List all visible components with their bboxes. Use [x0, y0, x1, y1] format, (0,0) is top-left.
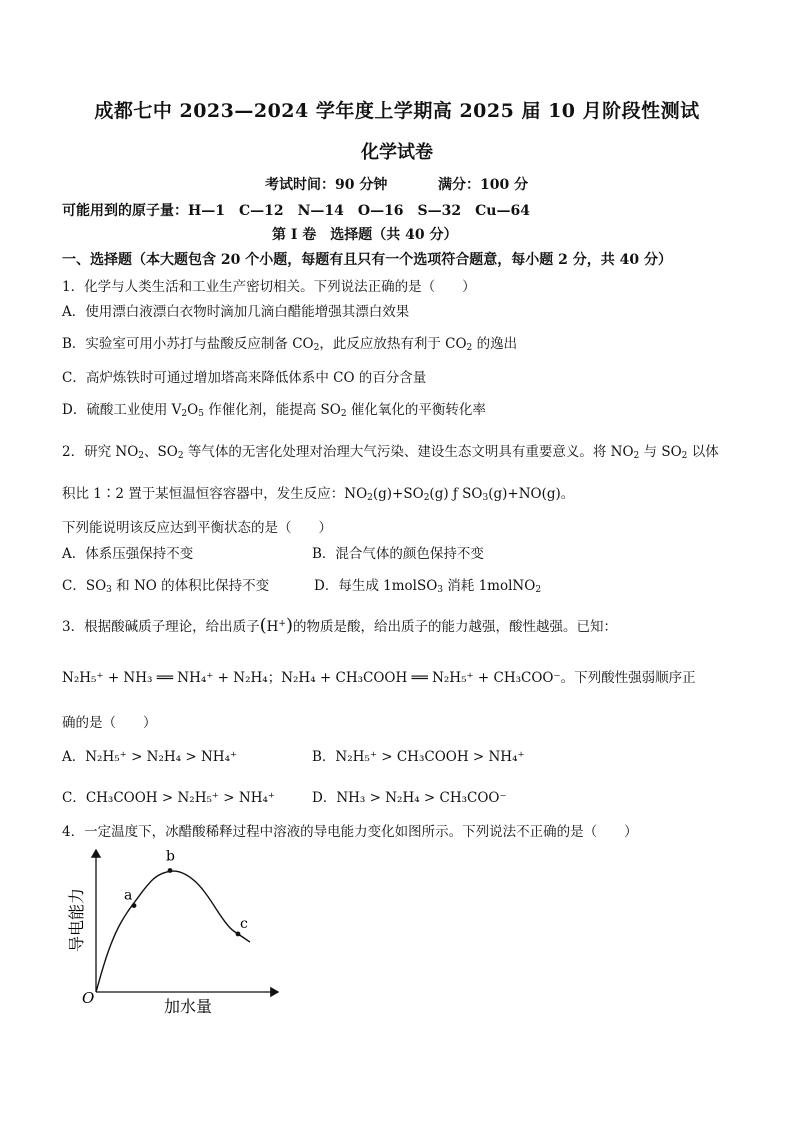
q1-option-c: C．高炉炼铁时可通过增加塔高来降低体系中 CO 的百分含量 — [62, 370, 427, 386]
full-score: 满分：100 分 — [438, 177, 529, 193]
q2-option-d: D．每生成 1molSO$_3$ 消耗 1molNO$_2$ — [314, 578, 542, 595]
q2-option-a: A．体系压强保持不变 — [62, 546, 194, 562]
q2-stem-line2: 积比 1∶2 置于某恒温恒容容器中，发生反应：$NO_2(g)+SO_2(g)$ ƒ $SO_3(g)+NO(g)$。 — [62, 486, 575, 503]
y-axis-label: 导电能力 — [67, 887, 86, 952]
q1-option-a: A．使用漂白液漂白衣物时滴加几滴白醋能增强其漂白效果 — [62, 304, 410, 320]
q3-option-d: D．NH₃ > N₂H₄ > CH₃COO⁻ — [312, 790, 507, 806]
conductivity-curve — [96, 871, 250, 992]
section-title: 一、选择题（本大题包含 20 个小题，每题有且只有一个选项符合题意，每小题 2 分，共 40 分） — [62, 252, 672, 268]
point-label-a: a — [124, 887, 133, 904]
atomic-masses: 可能用到的原子量：H—1 C—12 N—14 O—16 S—32 Cu—64 — [62, 203, 530, 219]
point-label-c: c — [240, 915, 248, 932]
q3-stem-line1: 3．根据酸碱质子理论，给出质子(H+)的物质是酸，给出质子的能力越强，酸性越强。已知： — [62, 615, 617, 636]
q2-stem-line3: 下列能说明该反应达到平衡状态的是（ ） — [62, 520, 332, 536]
point-b — [168, 868, 173, 873]
q3-option-b: B．N₂H₅⁺ > CH₃COOH > NH₄⁺ — [312, 749, 525, 765]
conductivity-chart — [60, 840, 290, 1020]
point-c — [236, 932, 241, 937]
q3-stem-line3: 确的是（ ） — [62, 715, 157, 731]
q3-option-a: A．N₂H₅⁺ > N₂H₄ > NH₄⁺ — [62, 749, 238, 765]
exam-title: 成都七中 2023—2024 学年度上学期高 2025 届 10 月阶段性测试 — [94, 100, 700, 122]
q4-stem: 4．一定温度下，冰醋酸稀释过程中溶液的导电能力变化如图所示。下列说法不正确的是（ ） — [62, 824, 638, 840]
point-a — [132, 903, 137, 908]
x-axis-label: 加水量 — [164, 997, 213, 1016]
exam-time: 考试时间：90 分钟 — [265, 177, 388, 193]
origin-label: O — [82, 989, 95, 1007]
q1-option-d: D．硫酸工业使用 $V_2O_5$ 作催化剂，能提高 $SO_2$ 催化氧化的平衡转化率 — [62, 402, 486, 419]
subject-title: 化学试卷 — [361, 142, 433, 163]
part-title: 第 I 卷 选择题（共 40 分） — [272, 227, 458, 243]
q2-option-b: B．混合气体的颜色保持不变 — [312, 546, 484, 562]
q1-stem: 1．化学与人类生活和工业生产密切相关。下列说法正确的是（ ） — [62, 279, 476, 295]
q2-stem-line1: 2．研究 $NO_2$、$SO_2$ 等气体的无害化处理对治理大气污染、建设生态文明具有重要意义。将 $NO_2$ 与 $SO_2$ 以体 — [62, 444, 719, 461]
point-label-b: b — [166, 848, 175, 865]
q3-equations: N₂H₅⁺ + NH₃ ══ NH₄⁺ + N₂H₄；N₂H₄ + CH₃COOH ══ N₂H₅⁺ + CH₃COO⁻。下列酸性强弱顺序正 — [62, 670, 696, 686]
q1-option-b: B．实验室可用小苏打与盐酸反应制备 $CO_2$，此反应放热有利于 $CO_2$ 的逸出 — [62, 336, 518, 353]
q2-option-c: C．$SO_3$ 和 NO 的体积比保持不变 — [62, 578, 270, 595]
q3-option-c: C．CH₃COOH > N₂H₅⁺ > NH₄⁺ — [62, 790, 276, 806]
